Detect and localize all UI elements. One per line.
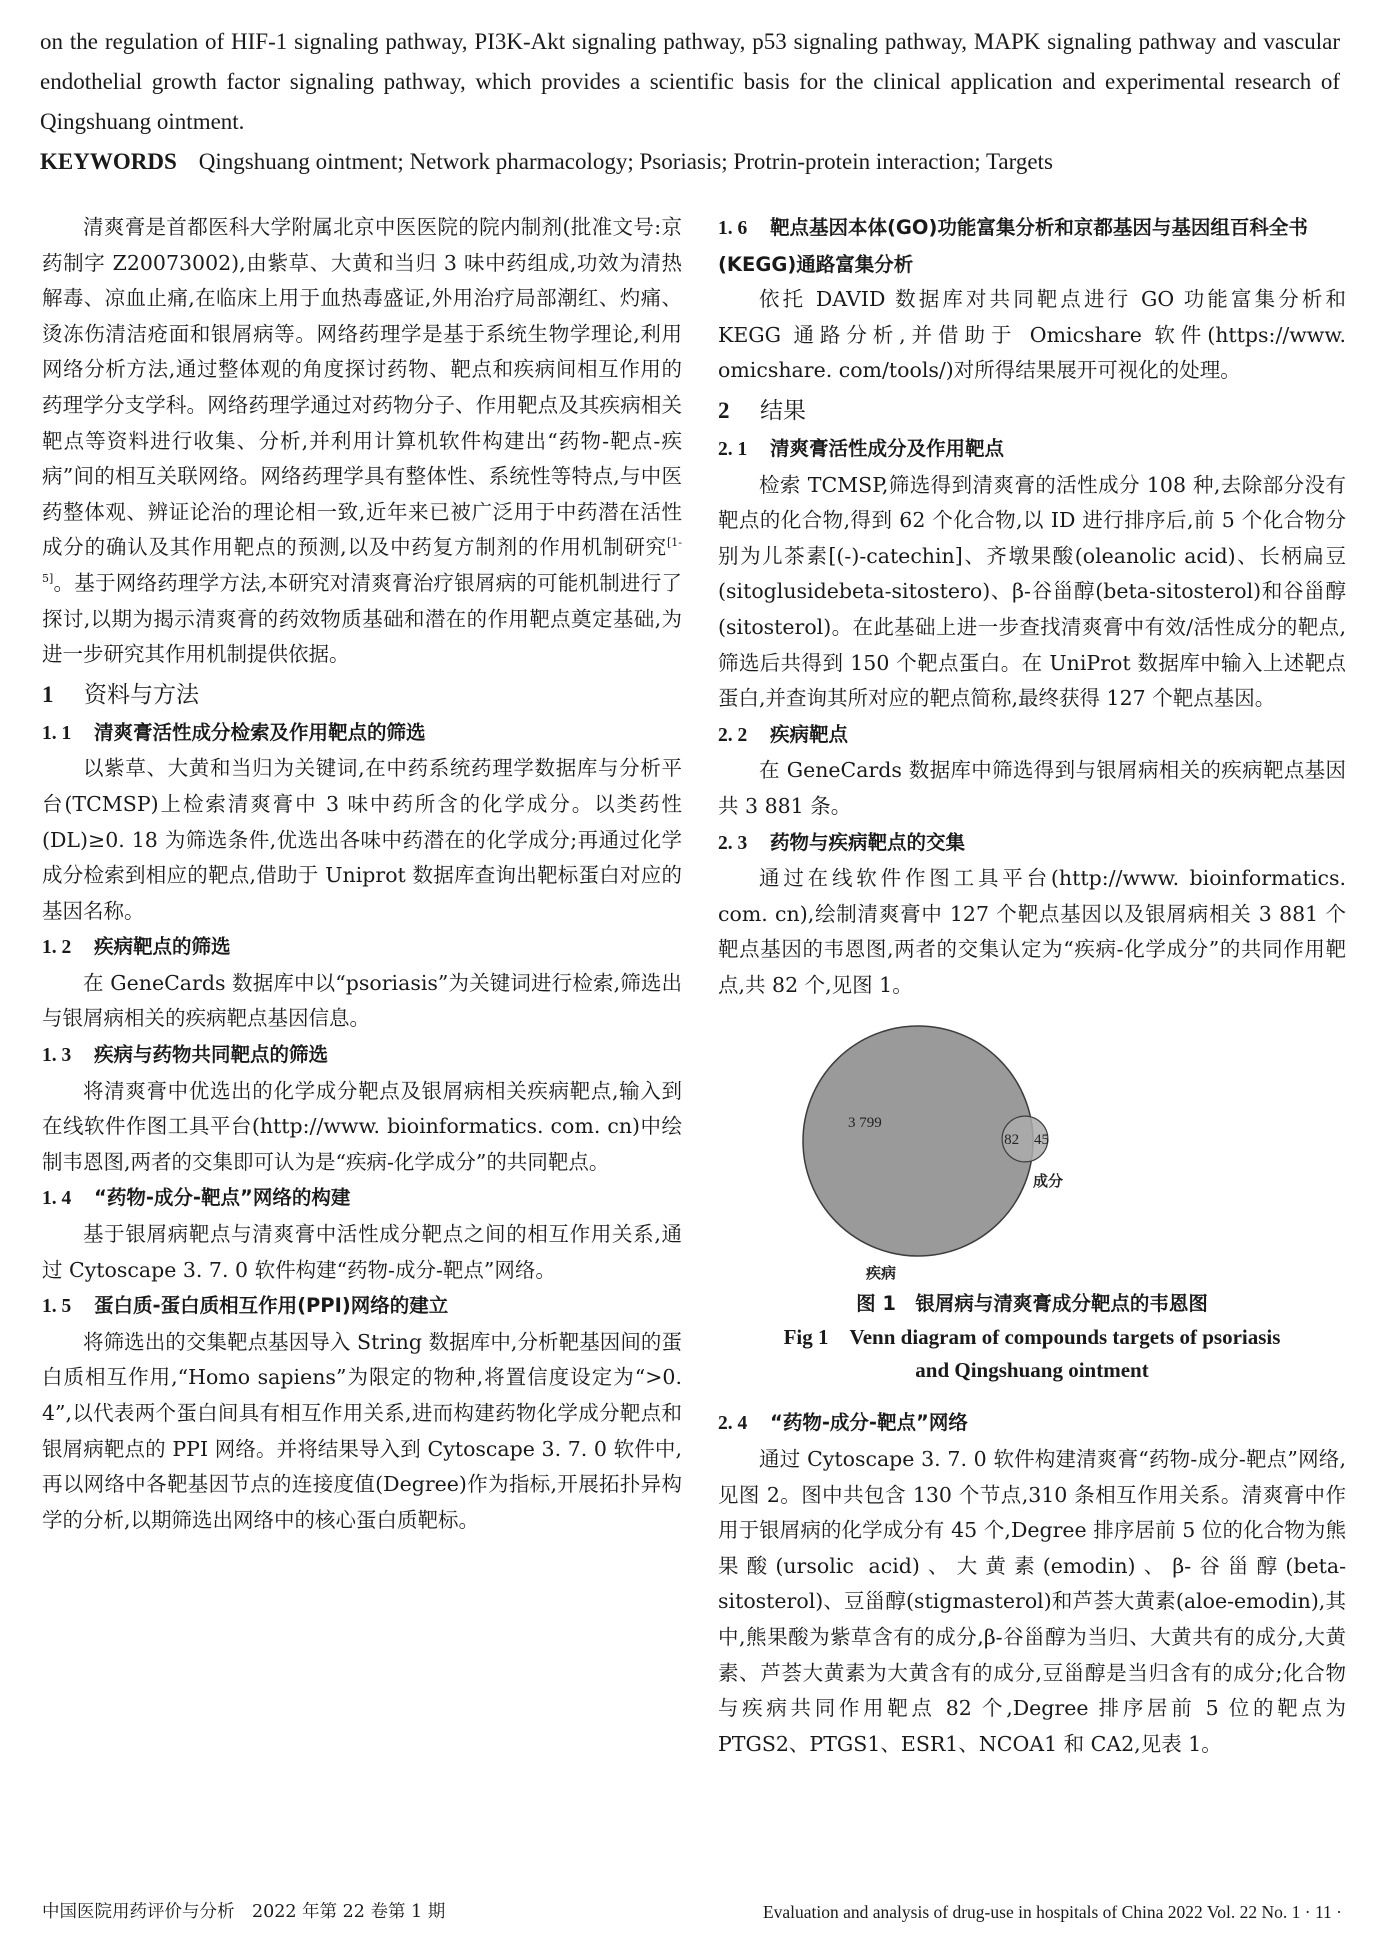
subsection-1-4-text: 基于银屑病靶点与清爽膏中活性成分靶点之间的相互作用关系,通过 Cytoscape 3. 7. 0 软件构建“药物-成分-靶点”网络。 bbox=[42, 1222, 682, 1282]
venn-figure bbox=[718, 1019, 1346, 1281]
keywords-line bbox=[40, 142, 1340, 182]
section-title: 资料与方法 bbox=[84, 681, 199, 708]
abstract-text: on the regulation of HIF-1 signaling pathway, PI3K-Akt signaling pathway, p53 signaling pathway, MAPK signaling pathway and vascular endothelial growth factor signaling pathway, which provides a scientific basis for the clinical application and experimental research of Qingshuang ointment. bbox=[40, 29, 1340, 134]
venn-label-disease-only: 3 799 bbox=[848, 1115, 882, 1132]
subsection-1-3-text: 将清爽膏中优选出的化学成分靶点及银屑病相关疾病靶点,输入到在线软件作图工具平台(http://www. bioinformatics. com. cn)中绘制韦恩图,两者的交集即可认为是“疾病-化学成分”的共同靶点。 bbox=[42, 1078, 682, 1174]
right-column bbox=[718, 210, 1346, 1762]
subsection-number: 2. 4 bbox=[718, 1413, 748, 1435]
subsection-title: 蛋白质-蛋白质相互作用(PPI)网络的建立 bbox=[94, 1294, 449, 1318]
citation-ref[interactable]: [1-5] bbox=[42, 536, 682, 586]
subsection-2-1-heading bbox=[718, 431, 1346, 468]
subsection-1-1-heading bbox=[42, 715, 682, 752]
subsection-1-5-text: 将筛选出的交集靶点基因导入 String 数据库中,分析靶基因间的蛋白质相互作用,“Homo sapiens”为限定的物种,将置信度设定为“>0. 4”,以代表两个蛋白间具有相互作用关系,进而构建药物化学成分靶点和银屑病靶点的 PPI 网络。并将结果导入到 Cytoscape 3. 7. 0 软件中,再以网络中各靶基因节点的连接度值(Degree)作为指标,开展拓扑异构学的分析,以期筛选出网络中的核心蛋白质靶标。 bbox=[42, 1329, 682, 1532]
caption-english-line-1: Fig 1 Venn diagram of compounds targets of psoriasis bbox=[783, 1325, 1281, 1350]
subsection-number: 1. 4 bbox=[42, 1188, 72, 1210]
subsection-1-3-heading bbox=[42, 1037, 682, 1074]
venn-set-disease bbox=[803, 1026, 1033, 1256]
section-2-heading bbox=[718, 391, 1346, 431]
intro-paragraph bbox=[42, 210, 682, 673]
intro-text-b: 。基于网络药理学方法,本研究对清爽膏治疗银屑病的可能机制进行了探讨,以期为揭示清爽膏的药效物质基础和潜在的作用靶点奠定基础,为进一步研究其作用机制提供依据。 bbox=[42, 570, 682, 667]
subsection-1-1-text: 以紫草、大黄和当归为关键词,在中药系统药理学数据库与分析平台(TCMSP)上检索清爽膏中 3 味中药所含的化学成分。以类药性(DL)≥0. 18 为筛选条件,优选出各味中药潜在的化学成分;再通过化学成分检索到相应的靶点,借助于 Uniprot 数据库查询出靶标蛋白对应的基因名称。 bbox=[42, 756, 682, 923]
subsection-1-4-heading bbox=[42, 1180, 682, 1217]
subsection-2-2-heading bbox=[718, 717, 1346, 754]
subsection-2-2-text: 在 GeneCards 数据库中筛选得到与银屑病相关的疾病靶点基因共 3 881 条。 bbox=[718, 758, 1346, 818]
subsection-title: 疾病靶点的筛选 bbox=[94, 935, 231, 959]
subsection-title: 疾病靶点 bbox=[770, 722, 849, 746]
subsection-number: 2. 2 bbox=[718, 724, 748, 746]
subsection-title: 靶点基因本体(GO)功能富集分析和京都基因与基因组百科全书(KEGG)通路富集分析 bbox=[718, 216, 1308, 276]
section-1-heading bbox=[42, 675, 682, 715]
subsection-1-6-heading bbox=[718, 210, 1346, 282]
keywords-text: Qingshuang ointment; Network pharmacology; Psoriasis; Protrin-protein interaction; Targets bbox=[198, 149, 1053, 174]
keywords-label: KEYWORDS bbox=[40, 149, 177, 174]
caption-english-line-2: and Qingshuang ointment bbox=[915, 1358, 1149, 1383]
intro-text-a: 清爽膏是首都医科大学附属北京中医医院的院内制剂(批准文号:京药制字 Z20073002),由紫草、大黄和当归 3 味中药组成,功效为清热解毒、凉血止痛,在临床上用于血热毒盛证,外用治疗局部潮红、灼痛、烫冻伤清洁疮面和银屑病等。网络药理学是基于系统生物学理论,利用网络分析方法,通过整体观的角度探讨药物、靶点和疾病间相互作用的药理学分支学科。网络药理学通过对药物分子、作用靶点及其疾病相关靶点等资料进行收集、分析,并利用计算机软件构建出“药物-靶点-疾病”间的相互关联网络。网络药理学具有整体性、系统性等特点,与中医药整体观、辨证论治的理论相一致,近年来已被广泛用于中药潜在活性成分的确认及其作用靶点的预测,以及中药复方制剂的作用机制研究 bbox=[42, 215, 682, 560]
subsection-title: “药物-成分-靶点”网络 bbox=[770, 1411, 968, 1435]
subsection-number: 1. 1 bbox=[42, 722, 72, 744]
subsection-number: 1. 6 bbox=[718, 218, 748, 239]
section-number: 2 bbox=[718, 397, 730, 423]
subsection-number: 2. 1 bbox=[718, 438, 748, 460]
subsection-number: 1. 3 bbox=[42, 1045, 72, 1067]
figure-caption bbox=[718, 1287, 1346, 1387]
subsection-2-3-heading bbox=[718, 825, 1346, 862]
subsection-1-5-heading bbox=[42, 1288, 682, 1325]
subsection-title: 清爽膏活性成分及作用靶点 bbox=[770, 436, 1005, 460]
subsection-title: 疾病与药物共同靶点的筛选 bbox=[94, 1043, 329, 1067]
venn-label-intersection: 82 bbox=[1004, 1132, 1020, 1149]
section-number: 1 bbox=[42, 681, 54, 707]
venn-diagram bbox=[718, 1019, 1346, 1281]
subsection-1-2-text: 在 GeneCards 数据库中以“psoriasis”为关键词进行检索,筛选出与银屑病相关的疾病靶点基因信息。 bbox=[42, 970, 682, 1031]
subsection-title: “药物-成分-靶点”网络的构建 bbox=[94, 1186, 351, 1210]
subsection-number: 1. 5 bbox=[42, 1296, 72, 1318]
subsection-title: 清爽膏活性成分检索及作用靶点的筛选 bbox=[94, 720, 426, 744]
subsection-2-4-text: 通过 Cytoscape 3. 7. 0 软件构建清爽膏“药物-成分-靶点”网络,见图 2。图中共包含 130 个节点,310 条相互作用关系。清爽膏中作用于银屑病的化学成分有 45 个,Degree 排序居前 5 位的化合物为熊果酸(ursolic acid)、大黄素(emodin)、β-谷甾醇(beta-sitosterol)、豆甾醇(stigmasterol)和芦荟大黄素(aloe-emodin),其中,熊果酸为紫草含有的成分,β-谷甾醇为当归、大黄共有的成分,大黄素、芦荟大黄素为大黄含有的成分,豆甾醇是当归含有的成分;化合物与疾病共同作用靶点 82 个,Degree 排序居前 5 位的靶点为 PTGS2、PTGS1、ESR1、NCOA1 和 CA2,见表 1。 bbox=[718, 1447, 1346, 1756]
subsection-2-3-text: 通过在线软件作图工具平台(http://www. bioinformatics. com. cn),绘制清爽膏中 127 个靶点基因以及银屑病相关 3 881 个靶点基因的韦恩图,两者的交集认定为“疾病-化学成分”的共同作用靶点,共 82 个,见图 1。 bbox=[718, 866, 1346, 997]
subsection-title: 药物与疾病靶点的交集 bbox=[770, 830, 966, 854]
subsection-number: 1. 2 bbox=[42, 937, 72, 959]
abstract-end bbox=[40, 22, 1340, 182]
subsection-1-2-heading bbox=[42, 929, 682, 966]
subsection-2-4-heading bbox=[718, 1405, 1346, 1442]
footer-journal-en: Evaluation and analysis of drug-use in hospitals of China 2022 Vol. 22 No. 1 · 11 · bbox=[762, 1902, 1342, 1922]
caption-chinese: 图 1 银屑病与清爽膏成分靶点的韦恩图 bbox=[856, 1292, 1208, 1316]
venn-set-name-disease: 疾病 bbox=[866, 1264, 897, 1282]
subsection-1-6-text: 依托 DAVID 数据库对共同靶点进行 GO 功能富集分析和 KEGG 通路分析,并借助于 Omicshare 软件(https://www. omicshare. com/tools/)对所得结果展开可视化的处理。 bbox=[718, 287, 1346, 383]
footer-journal-cn: 中国医院用药评价与分析 2022 年第 22 卷第 1 期 bbox=[42, 1902, 446, 1922]
section-title: 结果 bbox=[760, 397, 806, 424]
left-column bbox=[42, 210, 682, 1538]
venn-label-component-only: 45 bbox=[1034, 1132, 1049, 1149]
venn-set-name-component: 成分 bbox=[1032, 1172, 1064, 1191]
subsection-number: 2. 3 bbox=[718, 832, 748, 854]
subsection-2-1-text: 检索 TCMSP,筛选得到清爽膏的活性成分 108 种,去除部分没有靶点的化合物,得到 62 个化合物,以 ID 进行排序后,前 5 个化合物分别为儿茶素[(-)-catechin]、齐墩果酸(oleanolic acid)、长柄扁豆(sitoglusidebeta-sitostero)、β-谷甾醇(beta-sitosterol)和谷甾醇(sitosterol)。在此基础上进一步查找清爽膏中有效/活性成分的靶点,筛选后共得到 150 个靶点蛋白。在 UniProt 数据库中输入上述靶点蛋白,并查询其所对应的靶点简称,最终获得 127 个靶点基因。 bbox=[718, 472, 1346, 711]
